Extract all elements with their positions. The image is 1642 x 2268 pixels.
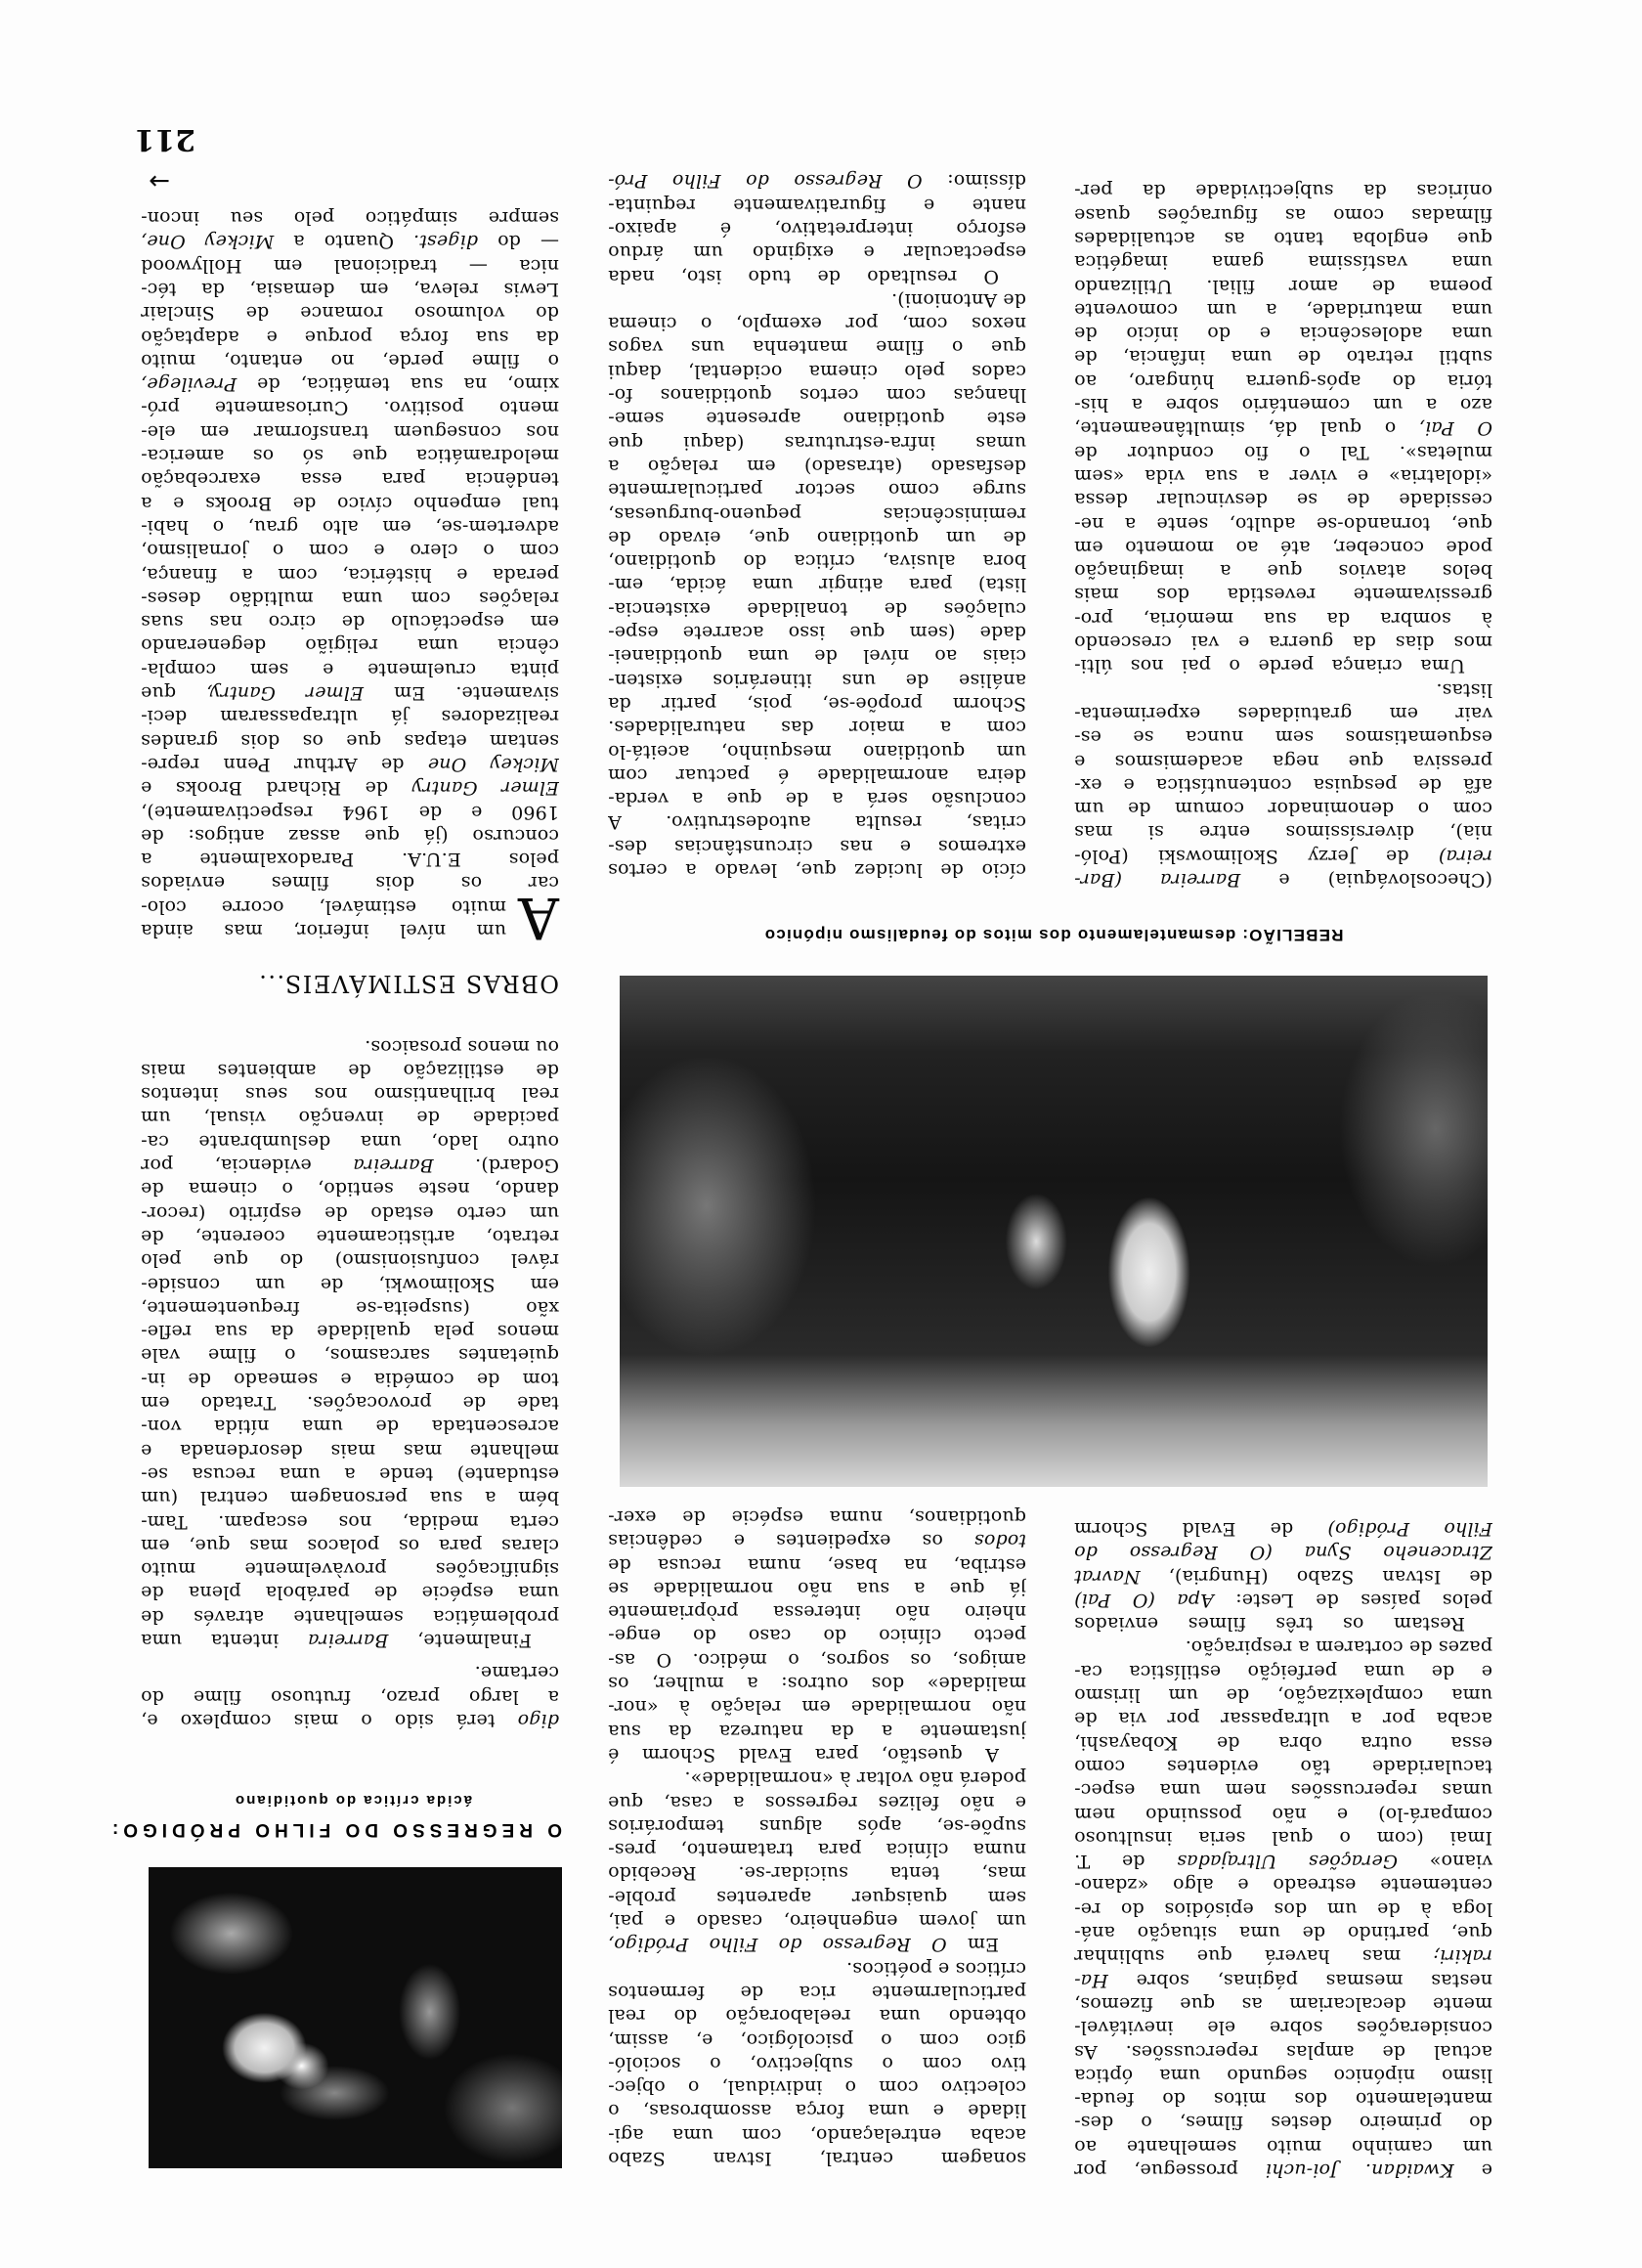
text-line: este quotidiano apresente seme- [608, 408, 1026, 430]
text-line: belos atavios que a imaginação [1074, 560, 1492, 583]
text-line: Schorm propõe-se, pois, partir da [608, 692, 1026, 715]
text-line: considerações sobre ele inevitável- [1074, 2017, 1492, 2039]
text-line: afã de pesquisa contenutística e ex- [1074, 773, 1492, 796]
text-line: ximo, na sua temática, de Previlege, [141, 373, 559, 396]
text-line: em Skolimowki, de um conside- [141, 1273, 559, 1295]
italic-title: digest. [412, 231, 479, 253]
filho-prodigo-caption-text: ácida crítica do quotidiano [233, 1792, 473, 1809]
column-1-lower [1074, 179, 1492, 892]
paragraph [141, 206, 559, 951]
text-line: nante e figurativamente requinta- [608, 194, 1026, 216]
text-line: pelos E.U.A. Paradoxalmente a [141, 849, 559, 871]
text-line: significações provàvelmente muito [141, 1558, 559, 1581]
text-line: nos conseguem transformar em ele- [141, 420, 559, 443]
text-line: A questão, para Evald Schorm é [608, 1743, 999, 1766]
text-line: oníricas da subjectividade da per- [1074, 180, 1492, 202]
text-line: sem quaisquer aparentes proble- [608, 1886, 1026, 1908]
text-line: extremos e nas circunstâncias des- [608, 835, 1026, 857]
paragraph [1074, 1517, 1492, 1636]
paragraph [608, 288, 1026, 882]
continue-arrow-icon: → [149, 166, 170, 196]
text-line: certa medida, nos escapam. Tam- [141, 1510, 559, 1533]
text-line: supõe-se, após alguns temporários [608, 1814, 1026, 1837]
italic-title: Filho Pródigo) [1327, 1517, 1492, 1540]
text-line: estriba, na base, numa recusa de [608, 1553, 1026, 1576]
text-line: tivo com o subjectivo, o socioló- [608, 2052, 1026, 2074]
text-line: em espectáculo de circo nas suas [141, 611, 559, 633]
text-line: esforço interpretativo, é apaixo- [608, 217, 1026, 240]
text-line: espectacular e exigindo um árduo [608, 241, 1026, 264]
text-line: a largo prazo, frutuoso filme do [141, 1685, 559, 1708]
text-line [1074, 1541, 1492, 1564]
text-line: acaba entrelaçando, com uma agi- [608, 2123, 1026, 2146]
column-2-upper [608, 1505, 1026, 2170]
text-line: todos os expedientes e cedências [608, 1530, 1026, 1552]
text-line: particularmente rica de fermentos [608, 1981, 1026, 2003]
italic-title: Previlege, [141, 373, 238, 396]
text-line: filmadas como as figurações quase [1074, 203, 1492, 226]
text-line: estudante) tende a uma recusa se- [141, 1462, 559, 1485]
text-line: critas, resulta autodestrutivo. A [608, 811, 1026, 834]
paragraph [141, 1661, 559, 1732]
text-line: muito estimável, ocorre colo- [141, 895, 506, 918]
text-line: ciais ao nível de uma quotidianei- [608, 645, 1026, 668]
drop-cap: A [517, 885, 559, 951]
text-line: Restam os três filmes enviados [1074, 1613, 1465, 1636]
text-line: acaba por a ultrapassar por via de [1074, 1708, 1492, 1730]
text-line: uma maturidade, a um comovente [1074, 298, 1492, 321]
italic-title: rakiri; [1433, 1945, 1492, 1968]
text-line: Finalmente, Barreira intenta uma [141, 1630, 532, 1651]
text-line: mantelamento dos mitos do feuda- [1074, 2088, 1492, 2111]
text-line: numa clínica para tratamento, pres- [608, 1839, 1026, 1861]
text-line: compará-lo) e não possuindo nem [1074, 1803, 1492, 1825]
text-line: nheiro não interessa pròpriamente [608, 1601, 1026, 1624]
text-line: Imai (com o qual seria insultuoso [1074, 1826, 1492, 1849]
italic-title: Barreira [353, 1155, 434, 1177]
text-line: com o clero e com o jornalismo, [141, 540, 559, 562]
text-line: amigos, os sogros, o médico. O as- [608, 1648, 1026, 1671]
text-line: do primeiro destes filmes, o des- [1074, 2112, 1492, 2134]
italic-title: Apa (O Pai) [1074, 1589, 1214, 1611]
text-line: com a maior das naturalidades. [608, 717, 1026, 739]
text-line: rakiri; mas haverá que sublinhar [1074, 1945, 1492, 1968]
text-line: xão (suspeita-se frequentemente, [141, 1296, 559, 1319]
text-line: do volumoso romance de Sinclair [141, 302, 559, 325]
text-line: umas repercussões nem uma espec- [1074, 1779, 1492, 1802]
text-line: melhante mas mais desordenada e [141, 1439, 559, 1461]
text-line: o filme perde, no entanto, muito [141, 349, 559, 371]
text-line: quotidianos, numa espécie de exer- [608, 1505, 1026, 1528]
text-line: sempre simpático pelo seu incon- [141, 207, 559, 230]
italic-title: Barreira [307, 1630, 389, 1651]
text-line: real brilhantismo nos seus intentos [141, 1083, 559, 1106]
text-line: críticos e poéticos. [845, 1957, 1026, 1980]
text-line: 1960 e de 1964 respectivamente), [141, 801, 559, 823]
text-line: muletas». Tal o fio condutor de [1074, 441, 1492, 463]
rebeliao-photo-caption [620, 925, 1488, 944]
text-line: pinta cruelmente e sem compla- [141, 658, 559, 680]
text-line: Mickey One de Arthur Penn repre- [141, 753, 559, 775]
paragraph [1074, 677, 1492, 892]
text-line: tória do após-guerra húngaro, ao [1074, 370, 1492, 392]
rebeliao-film-still-photo [620, 976, 1488, 1487]
text-line: uma espécie de parábola plena de [141, 1582, 559, 1604]
text-line: à sombra da sua memória, pro- [1074, 607, 1492, 630]
text-line: azo a um comentário sobre a his- [1074, 394, 1492, 416]
text-line: cício de lucidez que, levado a certos [608, 859, 1026, 881]
paragraph [608, 169, 1026, 287]
column-2-lower [608, 169, 1026, 882]
text-line: tade de provocações. Tratado em [141, 1392, 559, 1415]
text-line: bém a sua personagem central (um [141, 1487, 559, 1509]
text-line: O resultado de tudo isto, nada [608, 265, 999, 287]
text-line: perada e histérica, com a finança, [141, 563, 559, 586]
text-line: uma vastíssima gama imagética [1074, 251, 1492, 274]
text-line: um quotidiano mesquinho, aceitá-lo [608, 740, 1026, 763]
text-line: que, tornando-se adulto, sente a ne- [1074, 512, 1492, 535]
italic-title: Gerações Ultrajadas [1177, 1851, 1399, 1873]
text-line: malidade» dos outros: a mulher, os [608, 1673, 1026, 1695]
italic-title: Barreira (Bar- [1074, 869, 1241, 891]
italic-title: todos [973, 1530, 1026, 1552]
text-line: culações de tonalidade existencia- [608, 597, 1026, 620]
text-line: gressivamente revestida dos mais [1074, 584, 1492, 606]
text-line: nica — tradicional em Hollywood [141, 254, 559, 277]
paragraph [608, 1956, 1026, 2170]
filho-prodigo-caption-title: O REGRESSO DO FILHO PRÓDIGO: [107, 1819, 562, 1840]
text-line: nia), diversíssimos entre si mas [1074, 821, 1492, 844]
text-line: tom de comédia e semeado de in- [141, 1368, 559, 1390]
paragraph [141, 1034, 559, 1652]
text-line: conclusão será a de que a verda- [608, 788, 1026, 810]
text-line: um jovem engenheiro, casado e pai, [608, 1910, 1026, 1933]
text-line: Elmer Gantry de Richard Brooks e [141, 777, 559, 800]
text-line: loga à de um dos episódios do re- [1074, 1897, 1492, 1920]
text-line: uma complexização, de um lirismo [1074, 1684, 1492, 1707]
text-line: car os dois filmes enviados [141, 872, 559, 894]
italic-title: O Regresso do Filho Pró- [608, 170, 923, 193]
column-1-upper [1074, 1517, 1492, 2182]
text-line: cessidade de se desvincular dessa [1074, 489, 1492, 511]
text-line: pacidade de invenção visual, um [141, 1107, 559, 1129]
italic-title: reira) [1438, 845, 1492, 867]
text-line: problemática semelhante através de [141, 1605, 559, 1628]
italic-title: Kwaidan. [1364, 2159, 1454, 2181]
page-number: 211 [134, 122, 195, 156]
paragraph [608, 1766, 1026, 1956]
text-line: — do digest. Quanto a Mickey One, [141, 231, 559, 253]
text-line: acrescentada de uma nítida von- [141, 1416, 559, 1438]
text-line: gico com o psicológico, e, assim, [608, 2028, 1026, 2051]
italic-title: digo [517, 1710, 559, 1731]
text-line: e não felizes regressos a casa, que [608, 1791, 1026, 1813]
text-line: relações com uma multidão deses- [141, 587, 559, 609]
text-line: desfasado (atrasado) em relação a [608, 455, 1026, 477]
text-line: sonagem central, Istvan Szabo [608, 2148, 1026, 2169]
text-line: de um quotidiano que, eivado de [608, 526, 1026, 548]
column-3-barreira [141, 1034, 559, 1652]
text-line: listas. [1436, 678, 1492, 701]
text-line: mas, tenta suicidar-se. Recebido [608, 1862, 1026, 1885]
text-line: digo terá sido o mais complexo e, [141, 1710, 559, 1731]
text-line: obtendo uma reelaboração do real [608, 2005, 1026, 2028]
text-line: certame. [474, 1662, 559, 1684]
text-line: nestas mesmas páginas, sobre Ha- [1074, 1969, 1492, 1991]
italic-title: Mickey One [427, 753, 559, 775]
text-line: mento positivo. Curiosamente pró- [141, 397, 559, 419]
text-line: concurso (já que assaz antigos: de [141, 824, 559, 847]
text-line: de Antonioni). [890, 288, 1026, 311]
text-line: dade (sem que isso acarrete espe- [608, 622, 1026, 644]
column-3-intro [141, 1661, 559, 1732]
text-line: cados pelo cinema ocidental, daqui [608, 360, 1026, 382]
text-line: claras para os polacos mas que, em [141, 1534, 559, 1556]
caption-title: REBELIÃO: [1241, 926, 1344, 944]
text-line: colectivo com o individual, o objec- [608, 2076, 1026, 2099]
paragraph [608, 1505, 1026, 1766]
text-line: (Checoslováquia) e Barreira (Bar- [1074, 869, 1492, 891]
text-line: quietantes sarcasmos, o filme vale [141, 1344, 559, 1367]
text-line: Filho Pródigo) de Evald Schorm [1074, 1517, 1492, 1540]
text-line: poderá não voltar à «normalidade». [684, 1767, 1026, 1790]
text-line: O Pai, o qual dá, simultâneamente, [1074, 417, 1492, 440]
text-line: de Istvan Szabo (Hungria), Navrat [1074, 1565, 1492, 1588]
text-line: lidade e uma força assombrosas, o [608, 2100, 1026, 2122]
text-line: mente decalcariam as que fizemos, [1074, 1992, 1492, 2015]
text-line: actual de amplas repercussões. As [1074, 2040, 1492, 2063]
italic-title: Elmer Gantry [411, 777, 559, 800]
text-line: umas infra-estruturas (daqui que [608, 431, 1026, 454]
italic-title: Elmer Gantry, [206, 682, 364, 705]
text-line: que engloba tanto as actualidades [1074, 227, 1492, 249]
text-line: centemente estreado e algo «zdano- [1074, 1874, 1492, 1897]
paragraph [1074, 179, 1492, 677]
text-line: subtil retrato de uma infância, de [1074, 346, 1492, 369]
text-line: que o filme mantenha uns vagos [608, 336, 1026, 359]
regresso-filho-prodigo-film-still-photo [149, 1867, 562, 2168]
text-line: melodramática que só os america- [141, 445, 559, 467]
text-line: e Kwaidan. Joi-uchi prossegue, por [1074, 2159, 1492, 2181]
italic-title: Mickey One, [141, 231, 275, 253]
text-line: Godard). Barreira evidencia, por [141, 1155, 559, 1177]
text-line: lhanças com certos quotidianos fo- [608, 384, 1026, 407]
text-line: nexos com, por exemplo, o cinema [608, 313, 1026, 335]
text-line: surge como sector particularmente [608, 479, 1026, 502]
text-line: análise de uns itinerários existen- [608, 669, 1026, 691]
text-line: sivamente. Em Elmer Gantry, que [141, 682, 559, 705]
text-line: lista) para atingir uma ácida, em- [608, 574, 1026, 596]
text-line: reminiscências pequeno-burguesas, [608, 502, 1026, 525]
text-line: um nível inferior, mas ainda [141, 920, 506, 941]
text-line: outro lado, uma deslumbrante ca- [141, 1130, 559, 1153]
text-line: já que a sua não normalidade se [608, 1577, 1026, 1599]
italic-title: Ha- [1074, 1969, 1108, 1991]
text-line: deira anormalidade é pactuar com [608, 763, 1026, 786]
text-line: Em O Regresso do Filho Pródigo, [608, 1934, 999, 1956]
text-line: pelos países de Leste: Apa (O Pai) [1074, 1589, 1492, 1611]
text-line: advertem-se, em alto grau, o habi- [141, 515, 559, 538]
text-line: retrato, artìsticamente coerente, de [141, 1225, 559, 1247]
text-line: da sua força porque e adaptação [141, 326, 559, 348]
italic-title: Joi-uchi [1265, 2159, 1338, 2181]
text-line: lismo nipónico segundo uma óptica [1074, 2064, 1492, 2086]
text-line: pecto clínico do caso do enge- [608, 1625, 1026, 1647]
text-line: e de uma perfeição estilística ca- [1074, 1660, 1492, 1682]
text-line: tual empenho cívico de Brooks e a [141, 492, 559, 514]
text-line: realizadores já ultrapassaram deci- [141, 706, 559, 728]
text-line: uma adolescência e do início de [1074, 323, 1492, 345]
text-line: menos pela qualidade da sua refle- [141, 1321, 559, 1343]
text-line: tacularidade tão evidentes como [1074, 1755, 1492, 1777]
text-line: um certo estado de espírito (recor- [141, 1201, 559, 1224]
text-line: mos dias da guerra e vai crescendo [1074, 632, 1492, 654]
text-line: pazes de cortarem a respiração. [1185, 1636, 1492, 1659]
text-line: cência uma religião degenerando [141, 634, 559, 657]
text-line: essa outra obra de Kobayashi, [1074, 1731, 1492, 1754]
caption-text: desmantelamento dos mitos do feudalismo nipónico [763, 926, 1236, 944]
text-line: rável confusionismo) do que pelo [141, 1249, 559, 1272]
text-line: não normalidade em relação à «nor- [608, 1696, 1026, 1719]
italic-title: O Regresso do Filho Pródigo, [608, 1934, 947, 1956]
text-line: dando, neste sentido, o cinema de [141, 1178, 559, 1200]
text-line: de estilização de ambientes mais [141, 1059, 559, 1081]
text-line: sentam etapas que os dois grandes [141, 729, 559, 752]
text-line: bora alusiva, crítica do quotidiano, [608, 550, 1026, 573]
text-line: viano» Gerações Ultrajadas de T. [1074, 1851, 1492, 1873]
text-line: pode conceber, até ao momento em [1074, 536, 1492, 558]
italic-title: Ztraceneho Syna (O Regresso do [1074, 1542, 1492, 1564]
text-line: poema de amor filial. Utilizando [1074, 275, 1492, 297]
text-line: justamente a da natureza da sua [608, 1720, 1026, 1742]
text-line: Lewis releva, em demasia, da téc- [141, 278, 559, 300]
text-line: um caminho muito semelhante ao [1074, 2135, 1492, 2158]
text-line: «idolatria» e viver a sua vida «sem [1074, 464, 1492, 487]
text-line: reira) de Jerzy Skolimowski (Poló- [1074, 845, 1492, 867]
text-line: ou menos prosaicos. [364, 1035, 559, 1058]
italic-title: Navrat [1074, 1565, 1141, 1588]
text-line: esquematismos sem nunca se es- [1074, 726, 1492, 749]
column-3-obras-estimaveis [141, 206, 559, 951]
text-line: vair em gratuidades experimenta- [1074, 702, 1492, 724]
paragraph [1074, 1636, 1492, 2182]
text-line: que, partindo de uma situação aná- [1074, 1922, 1492, 1944]
text-line: tendência para essa exarcebação [141, 468, 559, 491]
text-line: díssimo: O Regresso do Filho Pró- [608, 170, 1026, 193]
italic-title: O Pai, [1418, 417, 1492, 440]
text-line: com o denominador comum de um [1074, 798, 1492, 820]
text-line: Uma criança perde o pai nos últi- [1074, 655, 1465, 677]
section-heading: OBRAS ESTIMÁVEIS... [257, 970, 559, 997]
text-line: pressiva que nega academismos e [1074, 750, 1492, 772]
